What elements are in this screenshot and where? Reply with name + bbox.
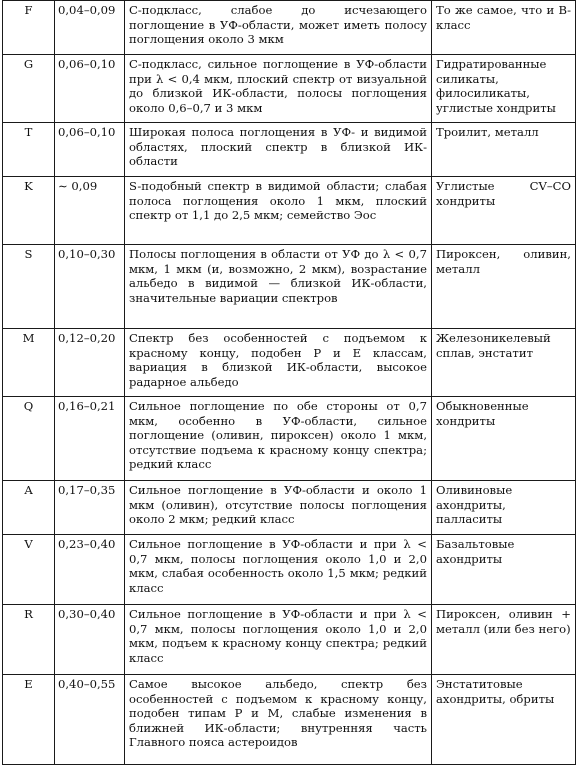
table-row — [3, 481, 576, 535]
table-row — [3, 1, 576, 55]
table-row — [3, 675, 576, 765]
mineralogy-cell: Гидратированные силикаты, филосиликаты, углистые хондриты — [432, 55, 576, 123]
description-cell: Широкая полоса поглощения в УФ- и видимой областях, плоский спектр в близкой ИК-области — [125, 123, 432, 177]
albedo-cell: 0,10–0,30 — [55, 245, 125, 329]
albedo-cell: 0,12–0,20 — [55, 329, 125, 397]
description-cell: С-подкласс, слабое до исчезающего поглощение в УФ-области, может иметь полосу поглощения около 3 мкм — [125, 1, 432, 55]
type-cell: E — [3, 675, 55, 765]
description-cell: S-подобный спектр в видимой области; слабая полоса поглощения около 1 мкм, плоский спектр от 1,1 до 2,5 мкм; семейство Эос — [125, 177, 432, 245]
type-cell: S — [3, 245, 55, 329]
type-cell: V — [3, 535, 55, 605]
description-cell: Сильное поглощение в УФ-области и при λ < 0,7 мкм, полосы поглощения около 1,0 и 2,0 мкм, слабая особенность около 1,5 мкм; редкий класс — [125, 535, 432, 605]
albedo-cell: 0,23–0,40 — [55, 535, 125, 605]
mineralogy-cell: Троилит, металл — [432, 123, 576, 177]
asteroid-classes-table — [2, 0, 576, 765]
type-cell: M — [3, 329, 55, 397]
type-cell: F — [3, 1, 55, 55]
description-cell: Сильное поглощение в УФ-области и при λ < 0,7 мкм, полосы поглощения около 1,0 и 2,0 мкм, подъем к красному концу спектра; редкий класс — [125, 605, 432, 675]
albedo-cell: ∼ 0,09 — [55, 177, 125, 245]
albedo-cell: 0,17–0,35 — [55, 481, 125, 535]
table-row — [3, 535, 576, 605]
description-cell: Сильное поглощение по обе стороны от 0,7 мкм, особенно в УФ-области, сильное поглощение (оливин, пироксен) около 1 мкм, отсутствие подъема к красному концу спектра; редкий класс — [125, 397, 432, 481]
albedo-cell: 0,16–0,21 — [55, 397, 125, 481]
type-cell: Q — [3, 397, 55, 481]
table-row — [3, 329, 576, 397]
table-body — [3, 1, 576, 765]
mineralogy-cell: Базальтовые ахондриты — [432, 535, 576, 605]
albedo-cell: 0,40–0,55 — [55, 675, 125, 765]
type-cell: R — [3, 605, 55, 675]
albedo-cell: 0,04–0,09 — [55, 1, 125, 55]
table-row — [3, 123, 576, 177]
table-row — [3, 177, 576, 245]
description-cell: С-подкласс, сильное поглощение в УФ-области при λ < 0,4 мкм, плоский спектр от визуальной до близкой ИК-области, полосы поглощения около 0,6–0,7 и 3 мкм — [125, 55, 432, 123]
mineralogy-cell: Обыкновенные хондриты — [432, 397, 576, 481]
mineralogy-cell: Энстатитовые ахондриты, обриты — [432, 675, 576, 765]
table-row — [3, 397, 576, 481]
type-cell: T — [3, 123, 55, 177]
mineralogy-cell: Углистые CV–CO хондриты — [432, 177, 576, 245]
table-row — [3, 605, 576, 675]
description-cell: Спектр без особенностей с подъемом к красному концу, подобен Р и Е классам, вариация в близкой ИК-области, высокое радарное альбедо — [125, 329, 432, 397]
table-row — [3, 55, 576, 123]
description-cell: Самое высокое альбедо, спектр без особенностей с подъемом к красному концу, подобен типам Р и М, слабые изменения в ближней ИК-области; внутренняя часть Главного пояса астероидов — [125, 675, 432, 765]
type-cell: G — [3, 55, 55, 123]
mineralogy-cell: То же самое, что и В-класс — [432, 1, 576, 55]
mineralogy-cell: Оливиновые ахондриты, палласиты — [432, 481, 576, 535]
description-cell: Сильное поглощение в УФ-области и около 1 мкм (оливин), отсутствие полосы поглощения около 2 мкм; редкий класс — [125, 481, 432, 535]
description-cell: Полосы поглощения в области от УФ до λ < 0,7 мкм, 1 мкм (и, возможно, 2 мкм), возрастание альбедо в видимой — близкой ИК-области, значительные вариации спектров — [125, 245, 432, 329]
albedo-cell: 0,06–0,10 — [55, 123, 125, 177]
type-cell: A — [3, 481, 55, 535]
table-row — [3, 245, 576, 329]
type-cell: K — [3, 177, 55, 245]
albedo-cell: 0,30–0,40 — [55, 605, 125, 675]
mineralogy-cell: Пироксен, оливин, металл — [432, 245, 576, 329]
albedo-cell: 0,06–0,10 — [55, 55, 125, 123]
mineralogy-cell: Железоникелевый сплав, энстатит — [432, 329, 576, 397]
mineralogy-cell: Пироксен, оливин + металл (или без него) — [432, 605, 576, 675]
